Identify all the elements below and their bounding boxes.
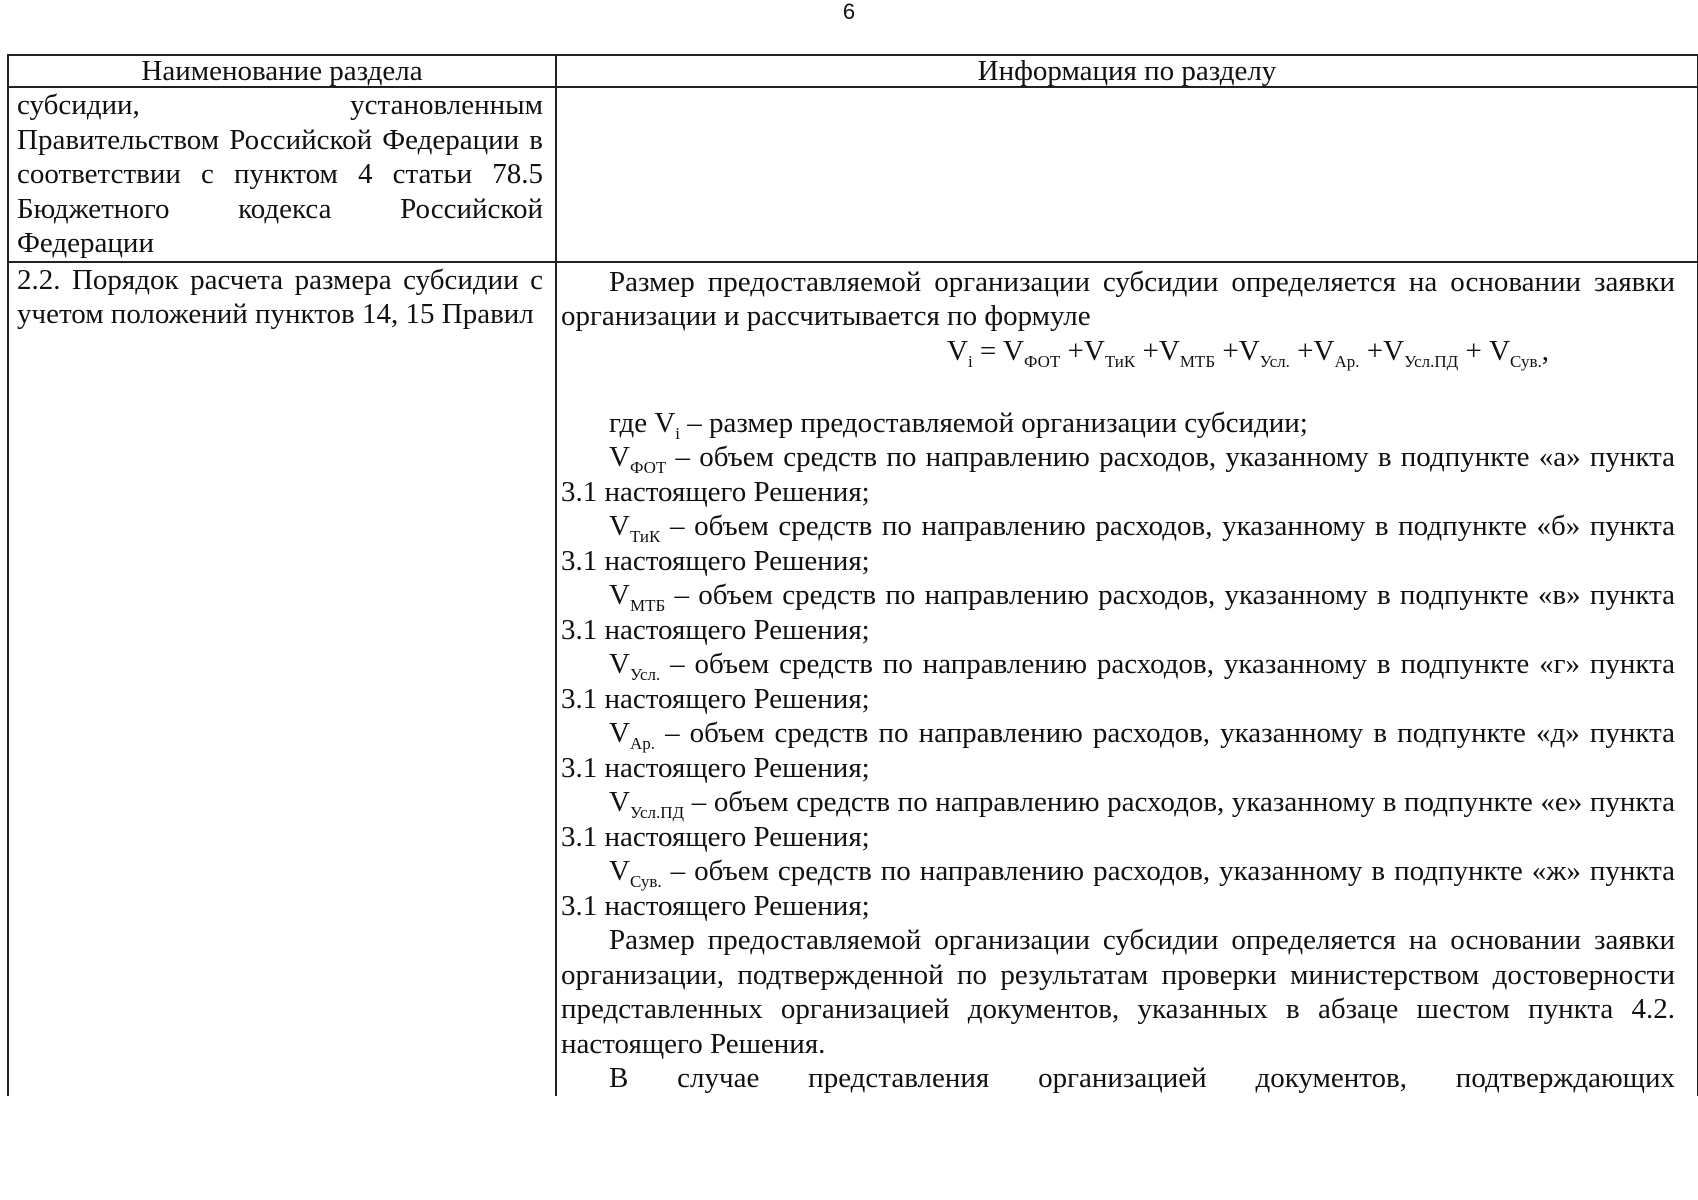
size-paragraph: Размер предоставляемой организации субсидии определяется на основании заявки организации, подтвержденной по результатам проверки министерством достоверности представленных организацией документов, указанных в абзаце шестом пункта 4.2. настоящего Решения. (561, 924, 1675, 1060)
definitions-list (561, 440, 1675, 923)
formula-spacer (561, 368, 1675, 406)
formula-term: $V_{Сув.}$ (1489, 334, 1542, 371)
definition-item: $V_{ФОТ}$ – объем средств по направлению расходов, указанному в подпункте «а» пункта 3.1 настоящего Решения; (561, 441, 1675, 508)
formula-term: $V_{Ар.}$ + (1313, 334, 1384, 371)
row2-section-info (556, 262, 1698, 1096)
case-paragraph: В случае представления организацией документов, подтверждающих (609, 1062, 1675, 1094)
definition-item: $V_{Усл.ПД}$ – объем средств по направлению расходов, указанному в подпункте «е» пункта 3.1 настоящего Решения; (561, 786, 1675, 853)
definition-item: $V_{МТБ}$ – объем средств по направлению расходов, указанному в подпункте «в» пункта 3.1 настоящего Решения; (561, 579, 1675, 646)
header-section-info: Информация по разделу (556, 55, 1698, 87)
formula-term: $V_{МТБ}$ + (1158, 334, 1239, 371)
definition-item: $V_{Ар.}$ – объем средств по направлению расходов, указанному в подпункте «д» пункта 3.1 настоящего Решения; (561, 717, 1675, 784)
table-row-continuation (8, 87, 1698, 262)
row2-section-name: 2.2. Порядок расчета размера субсидии с учетом положений пунктов 14, 15 Правил (8, 262, 556, 1096)
intro-paragraph: Размер предоставляемой организации субсидии определяется на основании заявки организации и рассчитывается по формуле (561, 265, 1675, 332)
where-paragraph: где $V_i$ – размер предоставляемой организации субсидии; (609, 406, 1308, 443)
table-header-row (8, 55, 1698, 87)
subsidy-formula: $V_i = V_{ФОТ} +V_{ТиК} +V_{МТБ} +V_{Усл.} +V_{Ар.} +V_{Усл.ПД} + V_{Сув.}$, (946, 334, 1549, 371)
formula-term: $V_{Усл.ПД}$ + (1383, 334, 1490, 371)
definition-item: $V_{ТиК}$ – объем средств по направлению расходов, указанному в подпункте «б» пункта 3.1 настоящего Решения; (561, 510, 1675, 577)
formula-term: $V_{ФОТ}$ + (1003, 334, 1084, 371)
header-section-name: Наименование раздела (8, 55, 556, 87)
table-row-2-2 (8, 262, 1698, 1096)
section-info-table (7, 54, 1698, 1096)
definition-item: $V_{Сув.}$ – объем средств по направлению расходов, указанному в подпункте «ж» пункта 3.1 настоящего Решения; (561, 855, 1675, 922)
page-number: 6 (842, 0, 856, 24)
formula-term: $V_{Усл.}$ + (1238, 334, 1314, 371)
row1-section-info (556, 87, 1698, 262)
definition-item: $V_{Усл.}$ – объем средств по направлению расходов, указанному в подпункте «г» пункта 3.1 настоящего Решения; (561, 648, 1675, 715)
row1-section-name: субсидии, установленным Правительством Российской Федерации в соответствии с пунктом 4 статьи 78.5 Бюджетного кодекса Российской Федерации (8, 87, 556, 262)
formula-term: $V_{ТиК}$ + (1083, 334, 1159, 371)
